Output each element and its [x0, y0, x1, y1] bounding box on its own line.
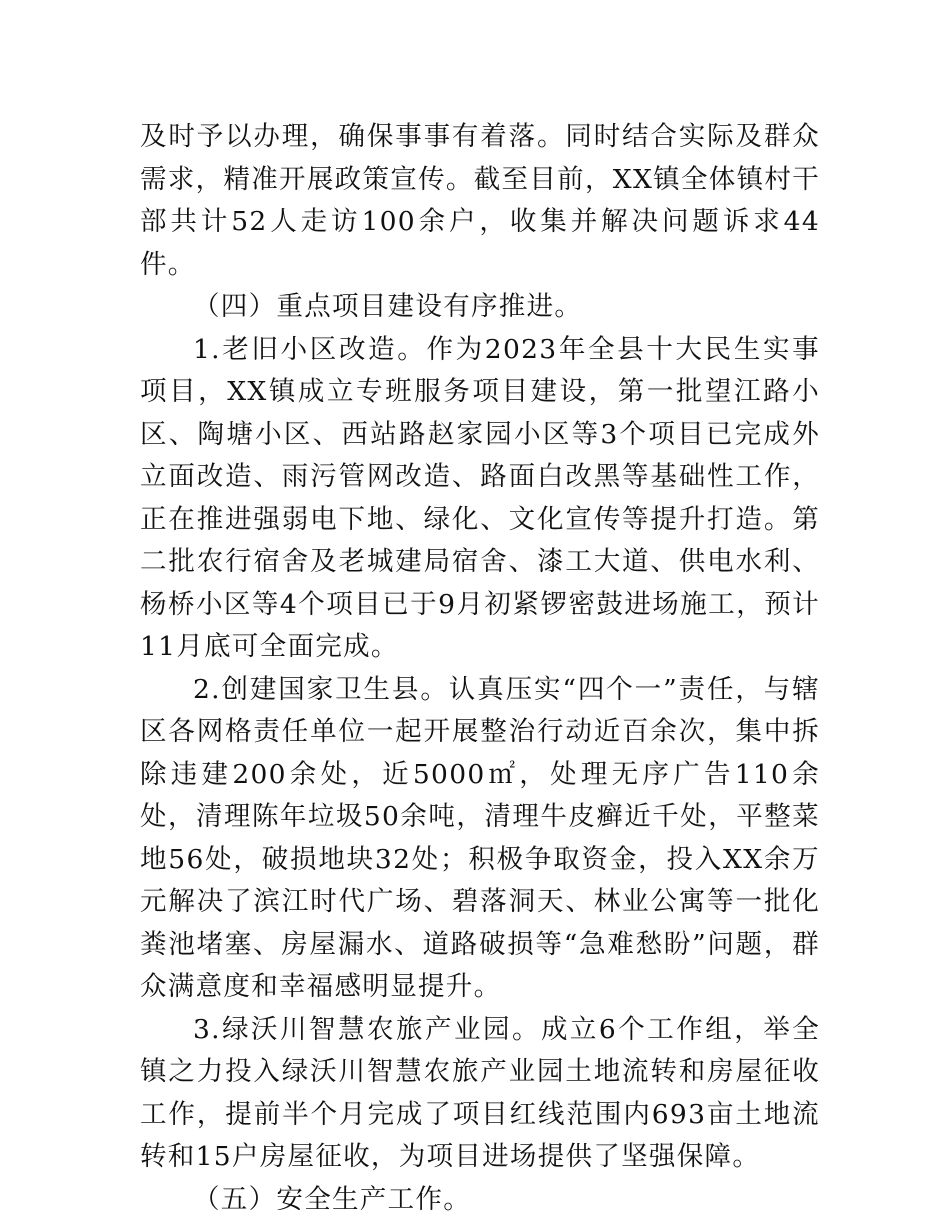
paragraph-item-3: 3.绿沃川智慧农旅产业园。成立6个工作组，举全镇之力投入绿沃川智慧农旅产业园土地流转和房屋征收工作，提前半个月完成了项目红线范围内693亩土地流转和15户房屋征收，为项目进场提供了坚强保障。: [140, 1013, 820, 1172]
paragraph-item-2: 2.创建国家卫生县。认真压实“四个一”责任，与辖区各网格责任单位一起开展整治行动近百余次，集中拆除违建200余处，近5000㎡，处理无序广告110余处，清理陈年垃圾50余吨，清理牛皮癣近千处，平整菜地56处，破损地块32处；积极争取资金，投入XX余万元解决了滨江时代广场、碧落洞天、林业公寓等一批化粪池堵塞、房屋漏水、道路破损等“急难愁盼”问题，群众满意度和幸福感明显提升。: [140, 673, 820, 1002]
section-heading-4: （四）重点项目建设有序推进。: [193, 291, 583, 322]
paragraph-continuation: 及时予以办理，确保事事有着落。同时结合实际及群众需求，精准开展政策宣传。截至目前，XX镇全体镇村干部共计52人走访100余户，收集并解决问题诉求44件。: [140, 121, 820, 280]
paragraph-item-1: 1.老旧小区改造。作为2023年全县十大民生实事项目，XX镇成立专班服务项目建设，第一批望江路小区、陶塘小区、西站路赵家园小区等3个项目已完成外立面改造、雨污管网改造、路面白改黑等基础性工作，正在推进强弱电下地、绿化、文化宣传等提升打造。第二批农行宿舍及老城建局宿舍、漆工大道、供电水利、杨桥小区等4个项目已于9月初紧锣密鼓进场施工，预计11月底可全面完成。: [140, 333, 820, 662]
document-body: [140, 116, 820, 1221]
section-heading-5: （五）安全生产工作。: [193, 1183, 471, 1215]
